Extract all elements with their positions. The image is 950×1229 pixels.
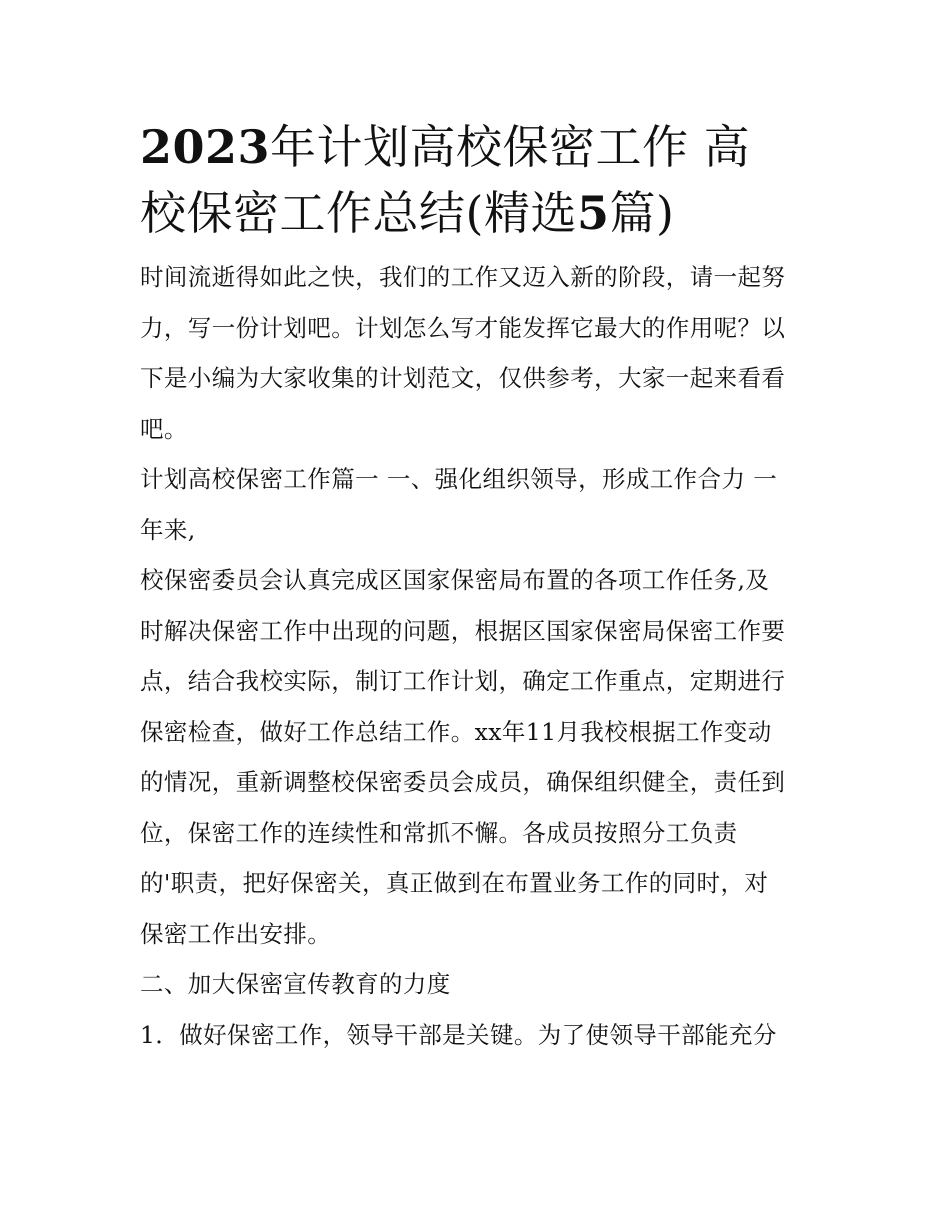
section-two-heading [140, 959, 820, 1010]
text-line: 1．做好保密工作，领导干部是关键。为了使领导干部能充分 [140, 1020, 777, 1049]
title-number: 5 [576, 186, 610, 240]
text-line: 二、加大保密宣传教育的力度 [140, 970, 451, 998]
text-line: 下是小编为大家收集的计划范文，仅供参考，大家一起来看看 [140, 364, 786, 392]
text-line: 保密检查，做好工作总结工作。xx年11月我校根据工作变动 [140, 717, 772, 746]
text-line: 保密工作出安排。 [140, 919, 332, 948]
section-one-heading-paragraph [140, 454, 820, 555]
text-line: 的情况，重新调整校保密委员会成员，确保组织健全，责任到 [140, 768, 786, 796]
text-line: 校保密委员会认真完成区国家保密局布置的各项工作任务,及 [140, 566, 770, 594]
section-one-body-paragraph [140, 555, 820, 959]
text-line: 点，结合我校实际，制订工作计划，确定工作重点，定期进行 [140, 667, 786, 695]
text-line: 吧。 [140, 414, 188, 443]
text-line: 时间流逝得如此之快，我们的工作又迈入新的阶段，请一起努 [140, 263, 786, 291]
text-line: 位，保密工作的连续性和常抓不懈。各成员按照分工负责 [140, 818, 738, 847]
text-line: 力，写一份计划吧。计划怎么写才能发挥它最大的作用呢？以 [140, 313, 786, 342]
document-title [140, 114, 820, 246]
title-line-1: 2023年计划高校保密工作 高 [140, 120, 751, 174]
section-two-item-1 [140, 1010, 820, 1061]
text-line: 的'职责，把好保密关，真正做到在布置业务工作的同时，对 [140, 869, 769, 897]
intro-paragraph [140, 252, 820, 454]
document-paragraphs [140, 252, 820, 1060]
text-line: 年来, [140, 515, 196, 544]
text-line: 时解决保密工作中出现的问题，根据区国家保密局保密工作要 [140, 616, 786, 645]
title-line-2: 校保密工作总结(精选5篇) [140, 186, 675, 240]
title-number: 2023 [140, 120, 271, 174]
text-line: 计划高校保密工作篇一 一、强化组织领导，形成工作合力 一 [140, 465, 778, 493]
document-body [140, 114, 820, 1060]
